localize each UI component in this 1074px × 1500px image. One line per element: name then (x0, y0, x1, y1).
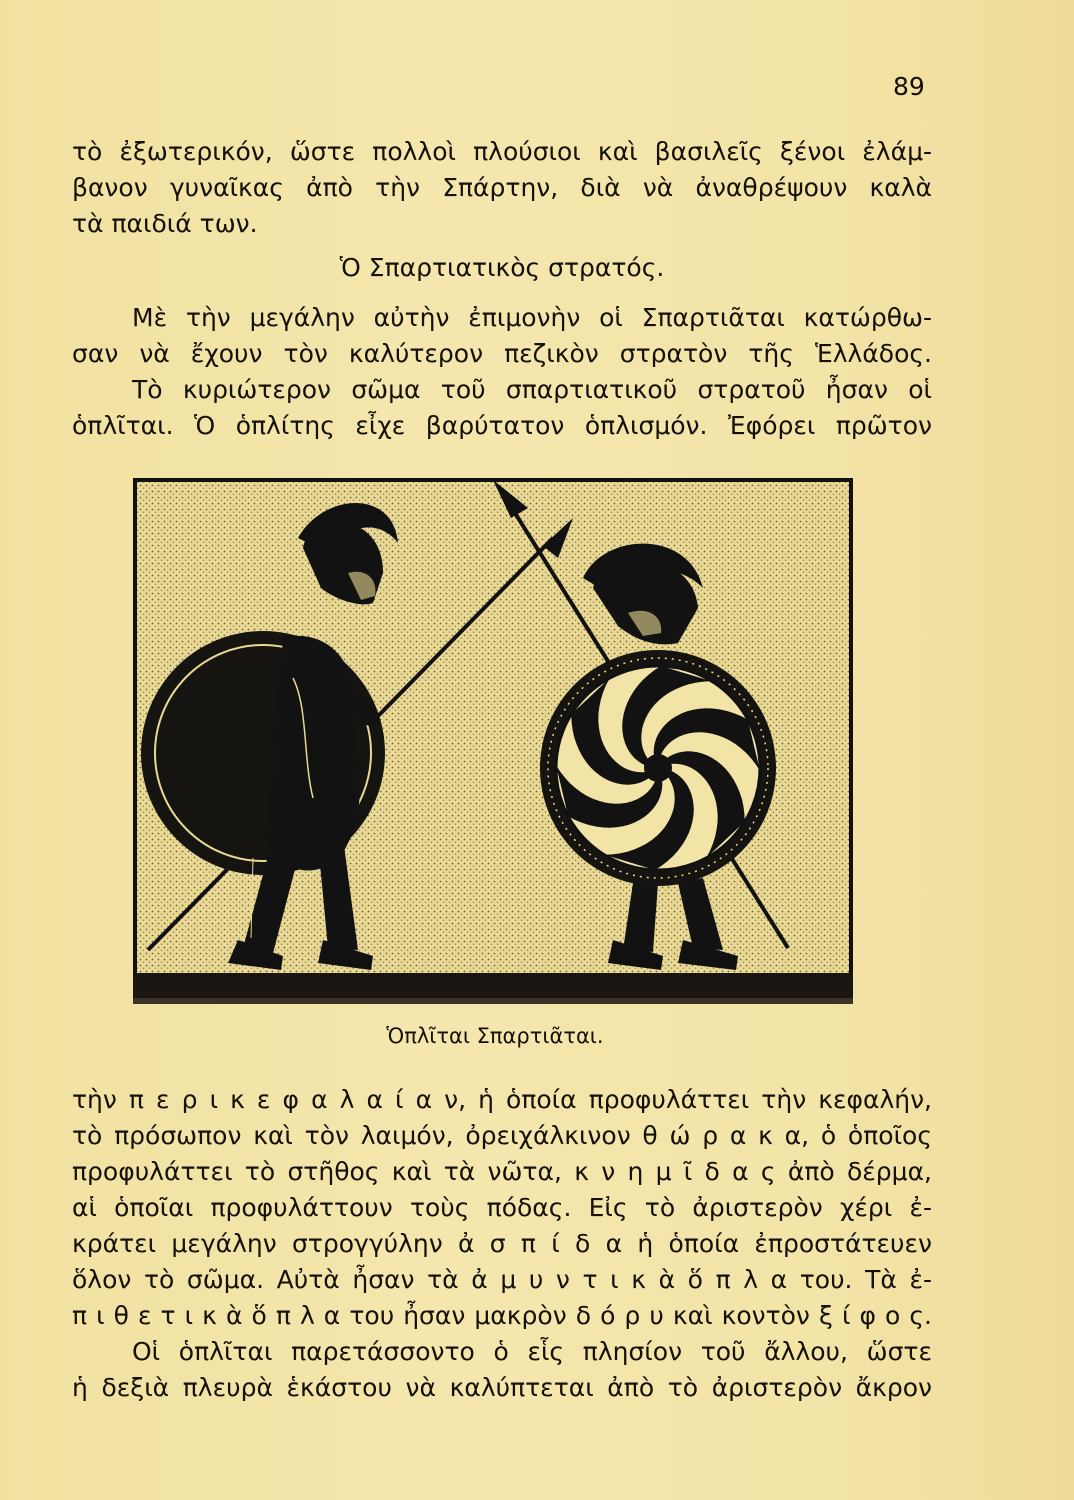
text-line: ἡ δεξιὰ πλευρὰ ἑκάστου νὰ καλύπτεται ἀπὸ τὸ ἀριστερὸν ἄκρον (72, 1373, 932, 1402)
hoplites-illustration (133, 478, 853, 1013)
text-line: ὅλον τὸ σῶμα. Αὐτὰ ἦσαν τὰ ἀ μ υ ν τ ι κ ὰ ὅ π λ α του. Τὰ ἐ- (72, 1265, 932, 1294)
text-line: προφυλάττει τὸ στῆθος καὶ τὰ νῶτα, κ ν η μ ῖ δ α ς ἀπὸ δέρμα, (72, 1157, 932, 1186)
text-line: ὁπλῖται. Ὁ ὁπλίτης εἶχε βαρύτατον ὁπλισμόν. Ἐφόρει πρῶτον (72, 411, 932, 440)
text-line: τὸ πρόσωπον καὶ τὸν λαιμόν, ὀρειχάλκινον θ ώ ρ α κ α, ὁ ὁποῖος (72, 1121, 932, 1150)
figure-caption: Ὁπλῖται Σπαρτιᾶται. (386, 1024, 604, 1048)
text-line: σαν νὰ ἔχουν τὸν καλύτερον πεζικὸν στρατὸν τῆς Ἑλλάδος. (72, 339, 932, 368)
text-line: π ι θ ε τ ι κ ὰ ὅ π λ α του ἦσαν μακρὸν δ ό ρ υ καὶ κοντὸν ξ ί φ ο ς. (72, 1301, 932, 1330)
text-line: αἱ ὁποῖαι προφυλάττουν τοὺς πόδας. Εἰς τὸ ἀριστερὸν χέρι ἐ- (72, 1193, 932, 1222)
text-line: Μὲ τὴν μεγάλην αὐτὴν ἐπιμονὴν οἱ Σπαρτιᾶται κατώρθω- (132, 303, 932, 332)
shield-hub (644, 754, 672, 782)
text-line: Τὸ κυριώτερον σῶμα τοῦ σπαρτιατικοῦ στρατοῦ ἦσαν οἱ (132, 375, 932, 404)
page-number: 89 (893, 72, 925, 101)
text-line: Οἱ ὁπλῖται παρετάσσοντο ὁ εἷς πλησίον τοῦ ἄλλου, ὥστε (132, 1337, 932, 1366)
text-line: τὰ παιδιά των. (72, 209, 258, 238)
section-heading: Ὁ Σπαρτιατικὸς στρατός. (339, 253, 665, 282)
text-line: κράτει μεγάλην στρογγύλην ἀ σ π ί δ α ἡ ὁποία ἐπροστάτευεν (72, 1229, 932, 1258)
text-line: τὸ ἐξωτερικόν, ὥστε πολλοὶ πλούσιοι καὶ βασιλεῖς ξένοι ἐλάμ- (72, 137, 932, 166)
text-line: βανον γυναῖκας ἀπὸ τὴν Σπάρτην, διὰ νὰ ἀναθρέψουν καλὰ (72, 173, 932, 202)
text-line: τὴν π ε ρ ι κ ε φ α λ α ί α ν, ἡ ὁποία προφυλάττει τὴν κεφαλήν, (72, 1085, 932, 1114)
